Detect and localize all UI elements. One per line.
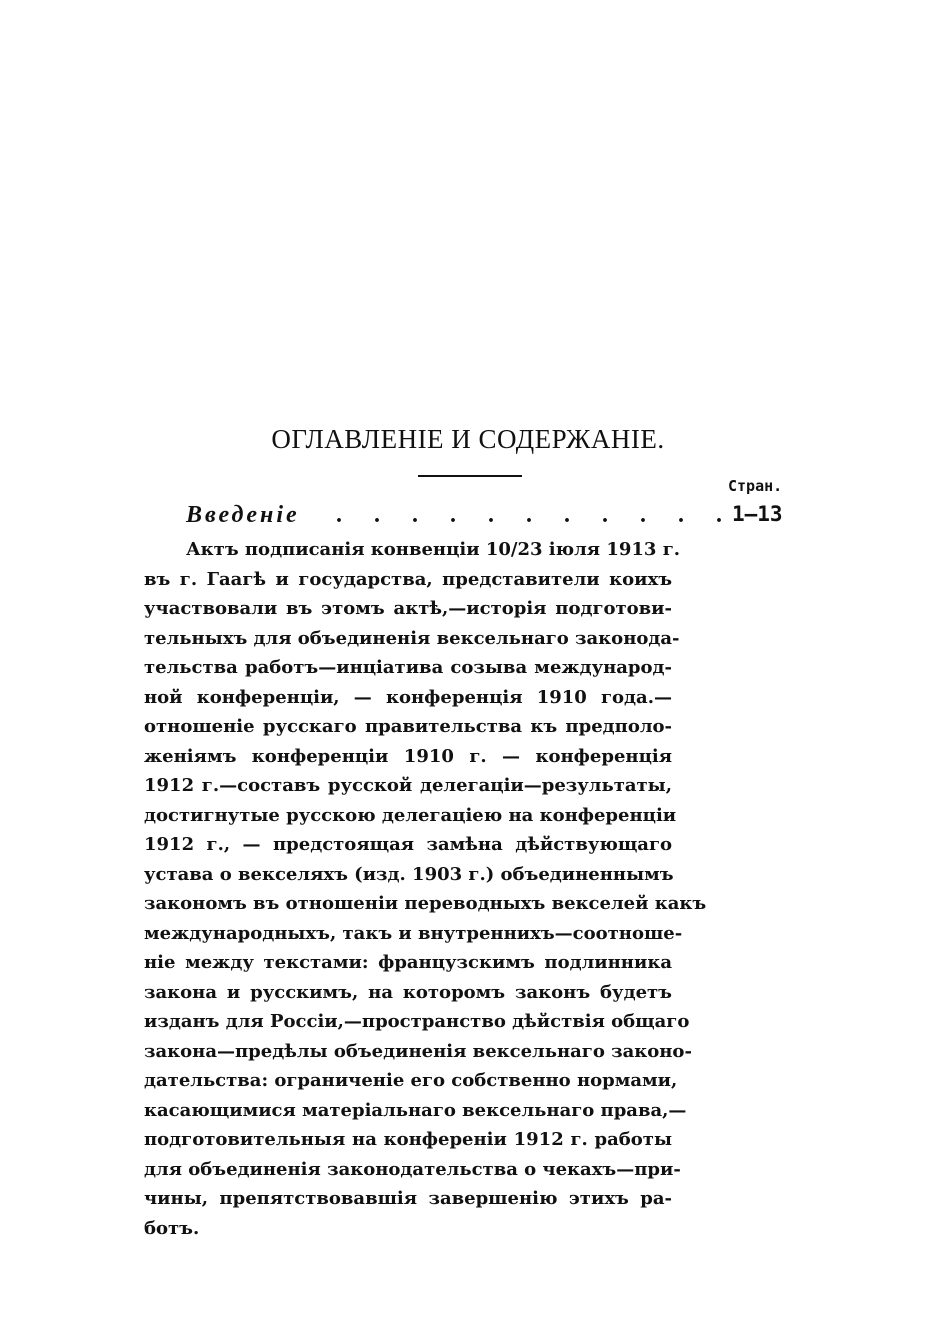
- summary-line: 1912 г., — предстоящая замѣна дѣйствующаго: [144, 834, 672, 855]
- toc-entry: [186, 502, 806, 534]
- summary-line: устава о векселяхъ (изд. 1903 г.) объединеннымъ: [144, 863, 674, 885]
- summary-line: изданъ для Россіи,—пространство дѣйствія общаго: [144, 1011, 690, 1032]
- summary-line: тельства работъ—инціатива созыва международ-: [144, 657, 672, 678]
- page-title: ОГЛАВЛЕНІЕ И СОДЕРЖАНІЕ.: [271, 424, 665, 454]
- summary-line: ніе между текстами: французскимъ подлинника: [144, 952, 672, 973]
- summary-line: чины, препятствовавшія завершенію этихъ ра-: [144, 1188, 672, 1209]
- summary-line: отношеніе русскаго правительства къ предполо-: [144, 716, 672, 737]
- summary-line: участвовали въ этомъ актѣ,—исторія подготови-: [144, 598, 672, 619]
- toc-entry-title: Введеніе: [186, 502, 300, 528]
- summary-line: дательства: ограниченіе его собственно нормами,: [144, 1070, 678, 1091]
- summary-line: подготовительныя на конференіи 1912 г. работы: [144, 1129, 672, 1150]
- summary-line: женіямъ конференціи 1910 г. — конференція: [144, 745, 672, 767]
- summary-line: 1912 г.—составъ русской делегаціи—результаты,: [144, 775, 672, 796]
- summary-line: международныхъ, такъ и внутреннихъ—соотноше-: [144, 922, 683, 944]
- summary-line: закона и русскимъ, на которомъ законъ будетъ: [144, 981, 672, 1003]
- summary-line: ной конференціи, — конференція 1910 года.—: [144, 686, 672, 708]
- summary-line: достигнутые русскою делегаціею на конференціи: [144, 804, 677, 826]
- title-rule: [418, 475, 522, 477]
- toc-entry-pages: 1—13: [732, 502, 783, 526]
- summary-line: касающимися матеріальнаго вексельнаго права,—: [144, 1099, 687, 1121]
- summary-line: тельныхъ для объединенія вексельнаго законода-: [144, 627, 680, 649]
- summary-line: закона—предѣлы объединенія вексельнаго законо-: [144, 1040, 692, 1062]
- summary-line: закономъ въ отношеніи переводныхъ векселей какъ: [144, 893, 707, 914]
- summary-line: въ г. Гаагѣ и государства, представители коихъ: [144, 568, 672, 590]
- toc-dot-leader: . . . . . . . . . . .: [336, 502, 735, 528]
- summary-line: для объединенія законодательства о чекахъ—при-: [144, 1158, 681, 1180]
- summary-line: ботъ.: [144, 1217, 200, 1239]
- pages-column-header: Стран.: [728, 477, 783, 495]
- summary-line: Актъ подписанія конвенціи 10/23 іюля 1913 г.: [186, 539, 681, 560]
- toc-entry-summary: [144, 535, 707, 1243]
